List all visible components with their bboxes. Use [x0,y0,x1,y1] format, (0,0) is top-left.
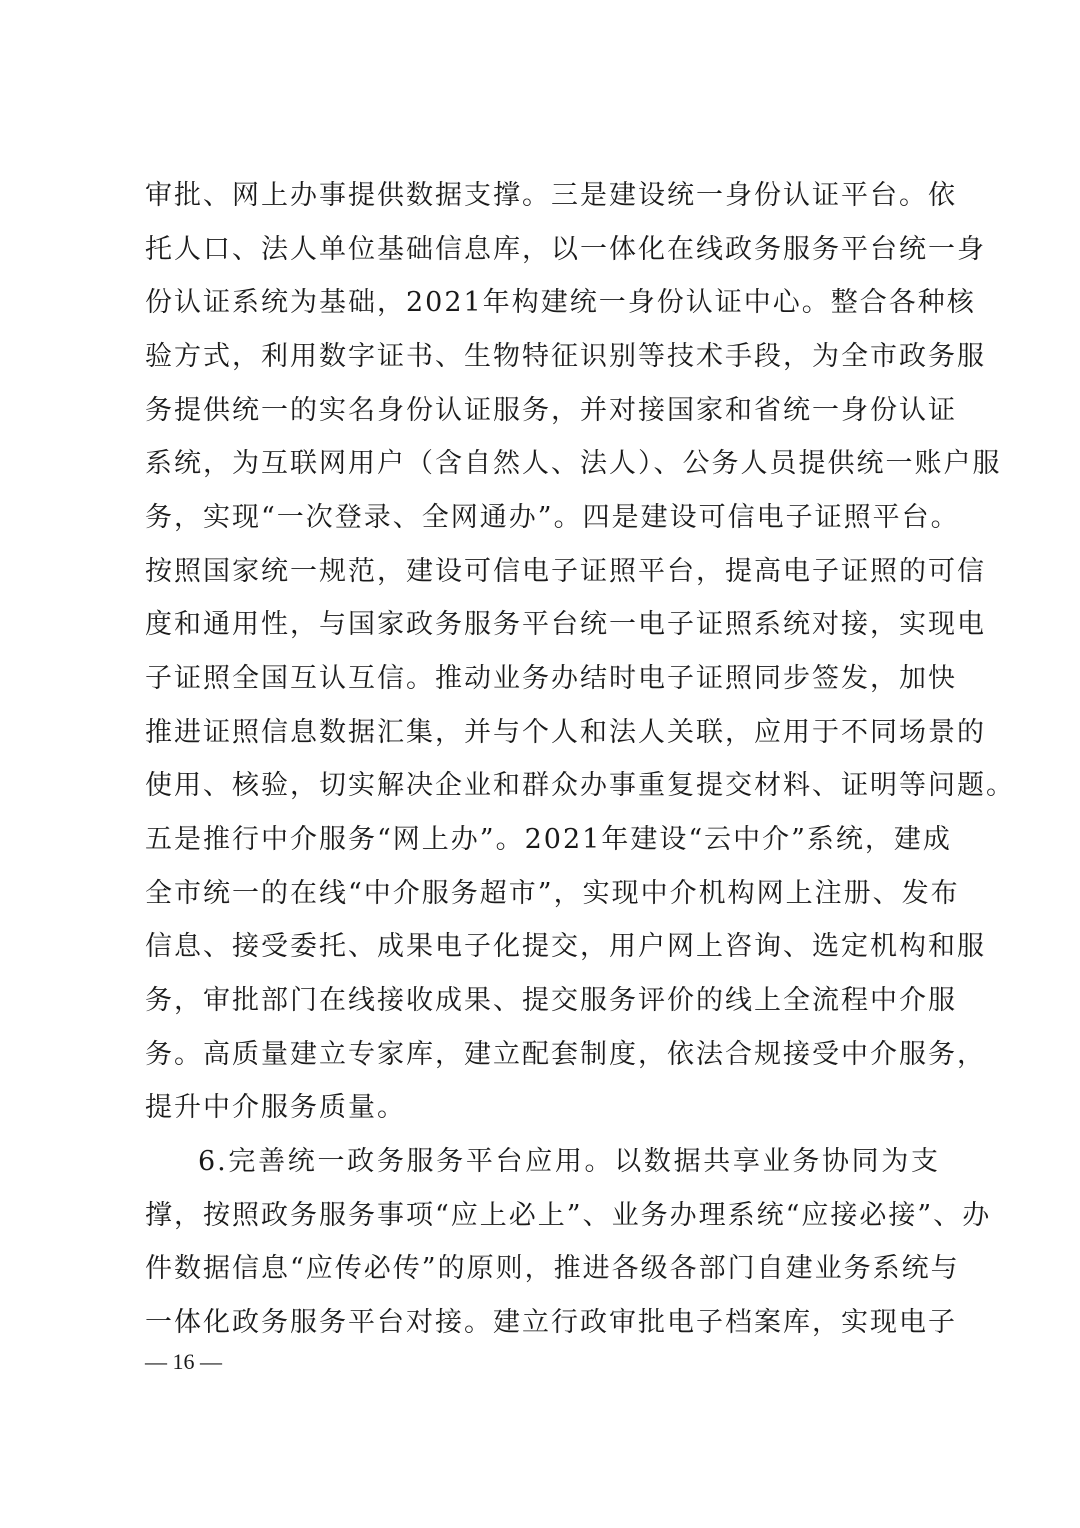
text-line-13: 五是推行中介服务“网上办”。2021年建设“云中介”系统，建成 [145,824,952,855]
text-line-17: 务。高质量建立专家库，建立配套制度，依法合规接受中介服务， [145,1039,986,1070]
text-line-18: 提升中介服务质量。 [145,1092,406,1123]
text-line-19: 6.完善统一政务服务平台应用。以数据共享业务协同为支 [198,1146,940,1177]
text-line-4: 验方式，利用数字证书、生物特征识别等技术手段，为全市政务服 [145,341,986,372]
text-line-10: 子证照全国互认互信。推动业务办结时电子证照同步签发，加快 [145,663,957,694]
page-number: — 16 — [145,1349,222,1374]
text-line-14: 全市统一的在线“中介服务超市”，实现中介机构网上注册、发布 [145,878,960,909]
text-line-21: 件数据信息“应传必传”的原则，推进各级各部门自建业务系统与 [145,1253,960,1284]
text-line-15: 信息、接受委托、成果电子化提交，用户网上咨询、选定机构和服 [145,931,986,962]
text-line-2: 托人口、法人单位基础信息库，以一体化在线政务服务平台统一身 [145,234,986,265]
text-line-3: 份认证系统为基础，2021年构建统一身份认证中心。整合各种核 [145,287,976,318]
text-line-5: 务提供统一的实名身份认证服务，并对接国家和省统一身份认证 [145,395,957,426]
text-line-6: 系统，为互联网用户（含自然人、法人）、公务人员提供统一账户服 [145,448,1002,479]
text-line-16: 务，审批部门在线接收成果、提交服务评价的线上全流程中介服 [145,985,957,1016]
text-line-22: 一体化政务服务平台对接。建立行政审批电子档案库，实现电子 [145,1307,957,1338]
text-line-9: 度和通用性，与国家政务服务平台统一电子证照系统对接，实现电 [145,609,986,640]
text-line-8: 按照国家统一规范，建设可信电子证照平台，提高电子证照的可信 [145,556,986,587]
text-line-20: 撑，按照政务服务事项“应上必上”、业务办理系统“应接必接”、办 [145,1200,992,1231]
text-line-11: 推进证照信息数据汇集，并与个人和法人关联，应用于不同场景的 [145,717,986,748]
text-line-1: 审批、网上办事提供数据支撑。三是建设统一身份认证平台。依 [145,180,957,211]
text-line-12: 使用、核验，切实解决企业和群众办事重复提交材料、证明等问题。 [145,770,1015,801]
text-line-7: 务，实现“一次登录、全网通办”。四是建设可信电子证照平台。 [145,502,960,533]
